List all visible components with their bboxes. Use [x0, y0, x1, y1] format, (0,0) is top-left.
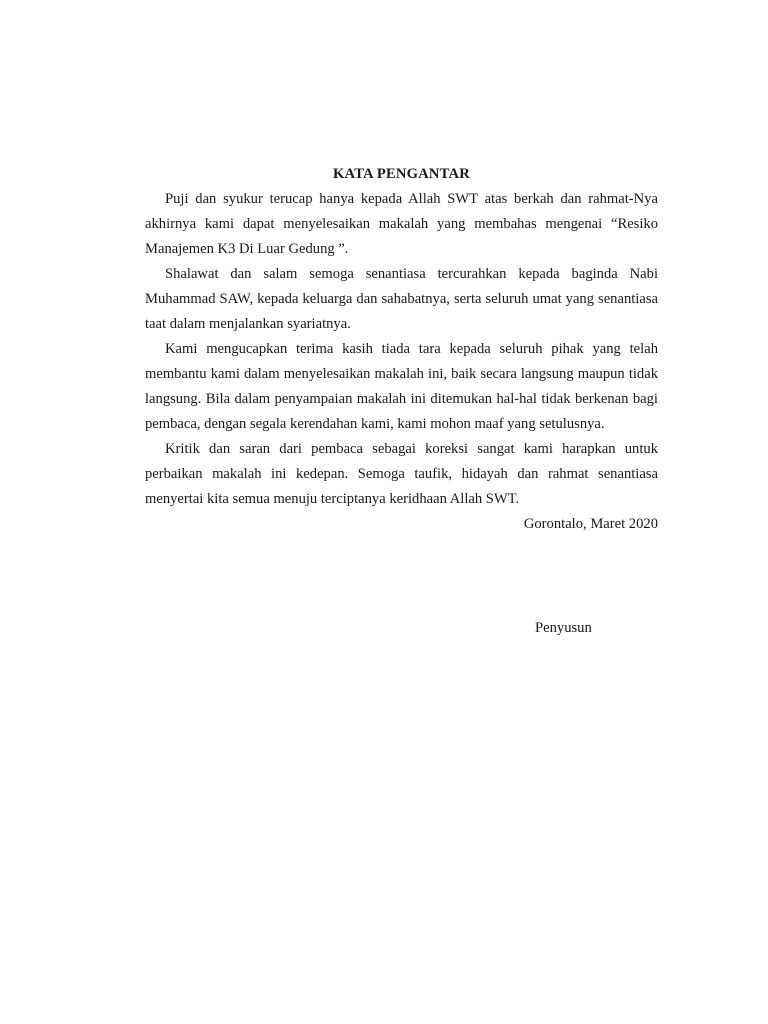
- place-date: Gorontalo, Maret 2020: [523, 516, 658, 532]
- paragraph-1: Puji dan syukur terucap hanya kepada Allah SWT atas berkah dan rahmat-Nya akhirnya kami dapat menyelesaikan makalah yang membahas mengenai “Resiko Manajemen K3 Di Luar Gedung ”.: [145, 191, 658, 257]
- paragraph-3: Kami mengucapkan terima kasih tiada tara kepada seluruh pihak yang telah membantu kami dalam menyelesaikan makalah ini, baik secara langsung maupun tidak langsung. Bila dalam penyampaian makalah ini ditemukan hal-hal tidak berkenan bagi pembaca, dengan segala kerendahan kami, kami mohon maaf yang setulusnya.: [145, 341, 658, 432]
- document-body: [145, 162, 658, 537]
- document-title: KATA PENGANTAR: [333, 166, 470, 182]
- paragraph-2: Shalawat dan salam semoga senantiasa tercurahkan kepada baginda Nabi Muhammad SAW, kepada keluarga dan sahabatnya, serta seluruh umat yang senantiasa taat dalam menjalankan syariatnya.: [145, 266, 658, 332]
- author-signature-label: Penyusun: [535, 620, 592, 636]
- paragraph-4: Kritik dan saran dari pembaca sebagai koreksi sangat kami harapkan untuk perbaikan makalah ini kedepan. Semoga taufik, hidayah dan rahmat senantiasa menyertai kita semua menuju terciptanya keridhaan Allah SWT.: [145, 441, 658, 507]
